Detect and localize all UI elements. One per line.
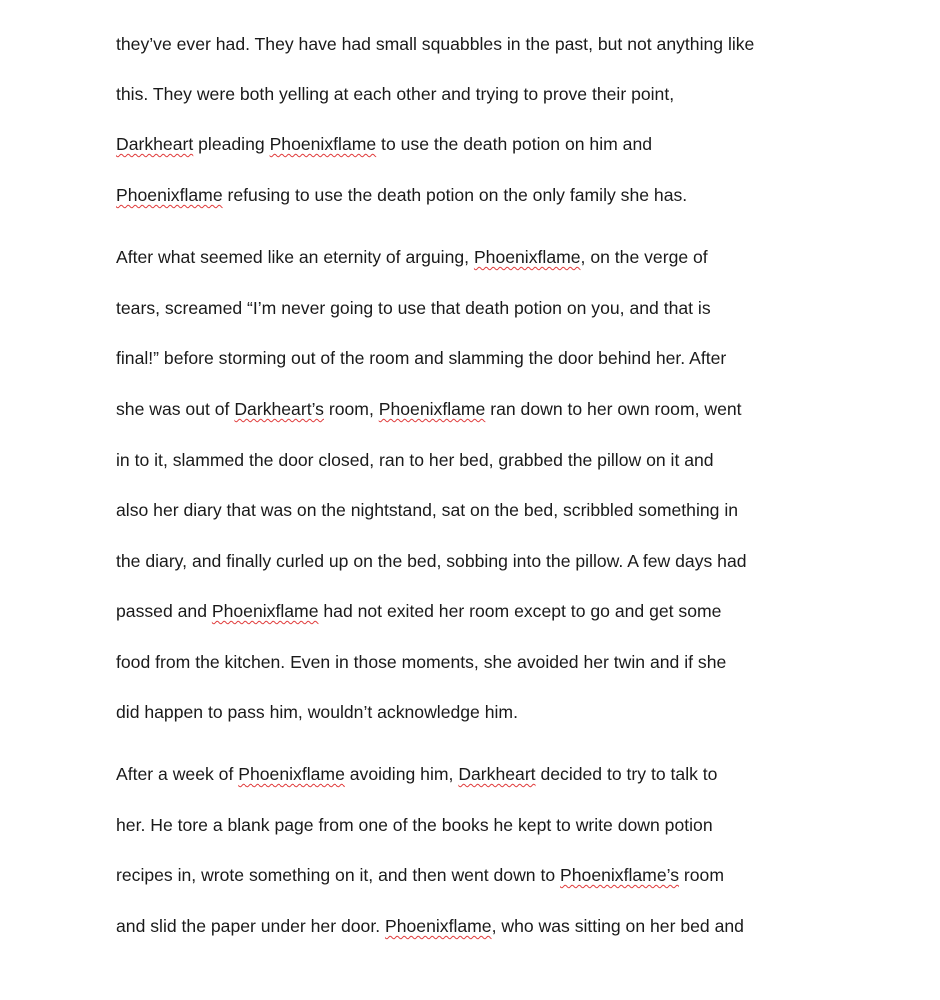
text-segment: pleading [193, 134, 270, 154]
text-line[interactable] [116, 813, 713, 837]
text-segment: passed and [116, 601, 212, 621]
text-line[interactable] [116, 599, 721, 623]
text-line[interactable] [116, 346, 726, 370]
text-line[interactable] [116, 498, 738, 522]
text-line[interactable] [116, 296, 711, 320]
text-line[interactable] [116, 762, 717, 786]
text-line[interactable] [116, 397, 742, 421]
misspelled-word[interactable]: Phoenixflame [384, 916, 492, 936]
misspelled-word[interactable]: Phoenixflame [211, 601, 319, 621]
text-line[interactable] [116, 863, 724, 887]
text-segment: in to it, slammed the door closed, ran to her bed, grabbed the pillow on it and [116, 450, 714, 470]
misspelled-word[interactable]: Phoenixflame [269, 134, 377, 154]
text-line[interactable] [116, 183, 687, 207]
text-segment: recipes in, wrote something on it, and then went down to [116, 865, 561, 885]
text-line[interactable] [116, 549, 747, 573]
text-segment: decided to try to talk to [535, 764, 718, 784]
text-line[interactable] [116, 32, 754, 56]
misspelled-word[interactable]: Phoenixflame [473, 247, 581, 267]
text-segment: refusing to use the death potion on the only family she has. [222, 185, 688, 205]
misspelled-word[interactable]: Phoenixflame [238, 764, 345, 784]
text-segment: her. He tore a blank page from one of the books he kept to write down potion [116, 815, 713, 835]
text-segment: After a week of [116, 764, 239, 784]
text-segment: also her diary that was on the nightstand, sat on the bed, scribbled something in [116, 500, 739, 520]
text-segment: she was out of [116, 399, 235, 419]
text-segment: tears, screamed “I’m never going to use that death potion on you, and that is [116, 298, 711, 318]
text-line[interactable] [116, 82, 674, 106]
text-segment: room, [323, 399, 379, 419]
text-segment: final!” before storming out of the room and slamming the door behind her. After [116, 348, 727, 368]
text-line[interactable] [116, 132, 652, 156]
text-segment: avoiding him, [344, 764, 459, 784]
misspelled-word[interactable]: Darkheart [458, 764, 536, 784]
text-segment: to use the death potion on him and [376, 134, 653, 154]
text-segment: did happen to pass him, wouldn’t acknowledge him. [116, 702, 518, 722]
text-line[interactable] [116, 448, 714, 472]
misspelled-word[interactable]: Darkheart [116, 134, 194, 154]
text-segment: the diary, and finally curled up on the bed, sobbing into the pillow. A few days had [116, 551, 747, 571]
misspelled-word[interactable]: Phoenixflame’s [560, 865, 680, 885]
misspelled-word[interactable]: Phoenixflame [378, 399, 486, 419]
text-segment: , on the verge of [580, 247, 708, 267]
text-line[interactable] [116, 700, 518, 724]
misspelled-word[interactable]: Darkheart’s [234, 399, 324, 419]
text-segment: ran down to her own room, went [485, 399, 742, 419]
text-line[interactable] [116, 650, 726, 674]
text-segment: After what seemed like an eternity of arguing, [116, 247, 474, 267]
text-segment: they’ve ever had. They have had small squabbles in the past, but not anything like [116, 34, 755, 54]
text-line[interactable] [116, 245, 708, 269]
text-segment: room [679, 865, 724, 885]
text-segment: this. They were both yelling at each other and trying to prove their point, [116, 84, 675, 104]
text-segment: food from the kitchen. Even in those moments, she avoided her twin and if she [116, 652, 727, 672]
text-segment: and slid the paper under her door. [116, 916, 385, 936]
text-segment: , who was sitting on her bed and [491, 916, 744, 936]
text-segment: had not exited her room except to go and get some [318, 601, 722, 621]
misspelled-word[interactable]: Phoenixflame [116, 185, 223, 205]
text-line[interactable] [116, 914, 744, 938]
